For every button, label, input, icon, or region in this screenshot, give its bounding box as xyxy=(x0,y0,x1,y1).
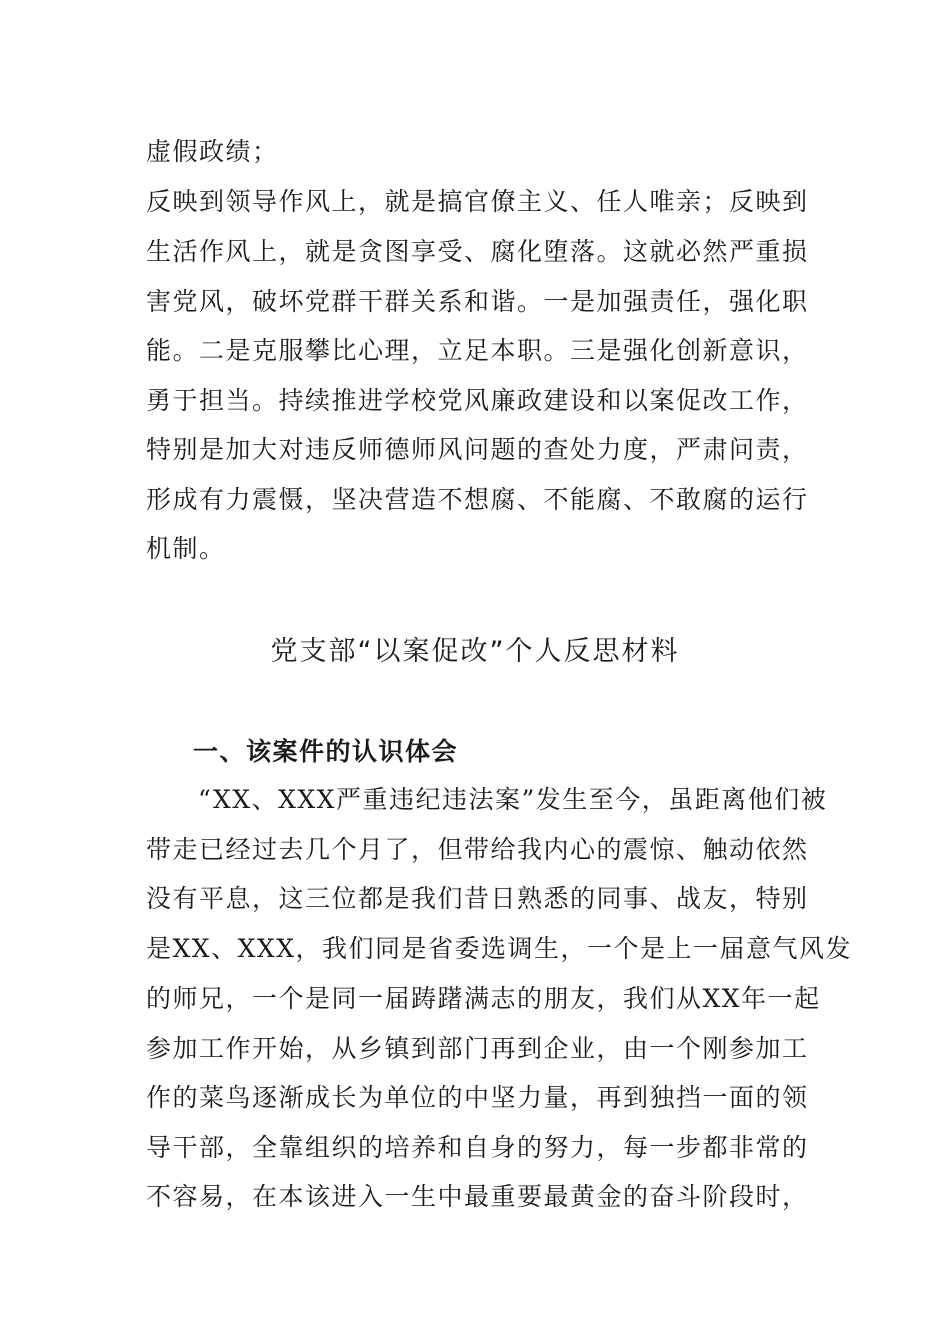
paragraph-line: “XX、XXX严重违纪违法案”发生至今，虽距离他们被 xyxy=(198,785,828,814)
paragraph-line: 反映到领导作风上，就是搞官僚主义、任人唯亲；反映到 xyxy=(146,187,809,216)
paragraph-line: 导干部，全靠组织的培养和自身的努力，每一步都非常的 xyxy=(146,1133,809,1162)
paragraph-line: 机制。 xyxy=(146,534,226,563)
section-heading: 一、该案件的认识体会 xyxy=(193,737,459,766)
paragraph-line: 形成有力震慑，坚决营造不想腐、不能腐、不敢腐的运行 xyxy=(146,485,809,514)
paragraph-line: 参加工作开始，从乡镇到部门再到企业，由一个刚参加工 xyxy=(146,1034,809,1063)
paragraph-line: 虚假政绩； xyxy=(146,137,279,166)
paragraph-line: 害党风，破坏党群干群关系和谐。一是加强责任，强化职 xyxy=(146,287,809,316)
paragraph-line: 带走已经过去几个月了，但带给我内心的震惊、触动依然 xyxy=(146,835,809,864)
paragraph-line: 是XX、XXX，我们同是省委选调生，一个是上一届意气风发 xyxy=(146,934,852,963)
paragraph-line: 作的菜鸟逐渐成长为单位的中坚力量，再到独挡一面的领 xyxy=(146,1083,809,1112)
paragraph-line: 生活作风上，就是贪图享受、腐化堕落。这就必然严重损 xyxy=(146,237,809,266)
paragraph-line: 的师兄，一个是同一届踌躇满志的朋友，我们从XX年一起 xyxy=(146,984,821,1013)
paragraph-line: 特别是加大对违反师德师风问题的查处力度，严肃问责， xyxy=(146,435,809,464)
paragraph-line: 不容易，在本该进入一生中最重要最黄金的奋斗阶段时， xyxy=(146,1182,809,1211)
paragraph-line: 能。二是克服攀比心理，立足本职。三是强化创新意识， xyxy=(146,336,809,365)
document-title: 党支部“以案促改”个人反思材料 xyxy=(270,636,680,667)
paragraph-line: 没有平息，这三位都是我们昔日熟悉的同事、战友，特别 xyxy=(146,884,809,913)
paragraph-line: 勇于担当。持续推进学校党风廉政建设和以案促改工作， xyxy=(146,386,809,415)
